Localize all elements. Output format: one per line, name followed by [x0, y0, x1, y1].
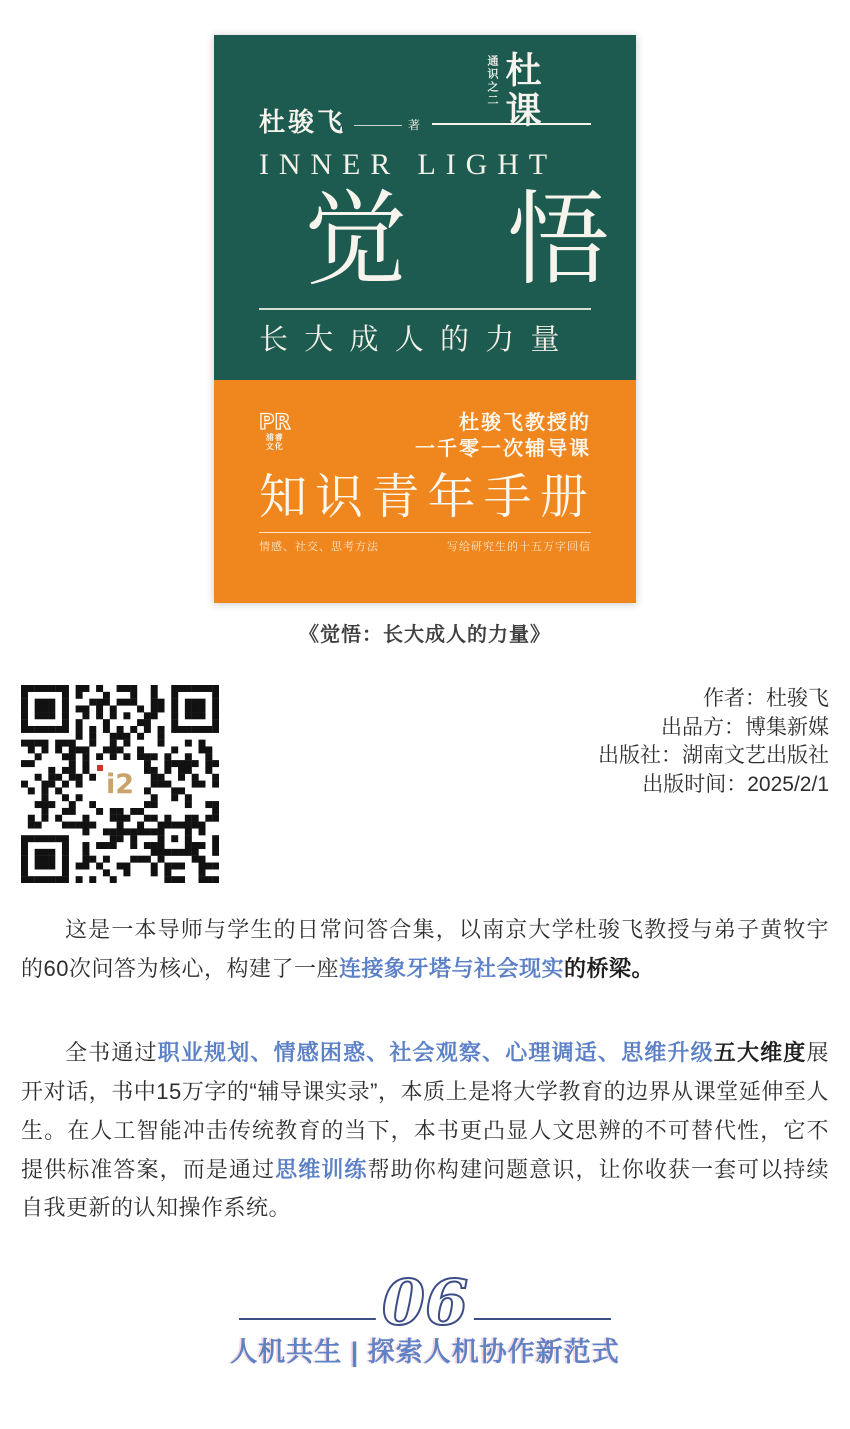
cover-orange-divider — [259, 532, 591, 533]
pub-info-author: 作者：杜骏飞 — [703, 687, 829, 710]
duke-series-logo — [484, 51, 623, 131]
text-run: 展开对话，书中15万字的“辅导课实录”，本质上是将大学教育的边界从课堂延伸至人生。在人工智能冲击传统教育的当下，本书更凸显人文思辨的不可替代性，它不提供标准答案，而是通过 — [21, 1040, 829, 1182]
cover-handbook-title: 知识青年手册 — [259, 471, 596, 524]
text-run-bold: 的桥梁。 — [564, 955, 655, 981]
cover-tagline-1: 杜骏飞教授的 — [459, 412, 591, 434]
cover-title-chinese — [259, 186, 609, 298]
cover-footnote-right: 写给研究生的十五万字回信 — [447, 541, 591, 554]
qr-logo-red-dot — [97, 765, 103, 771]
publisher-logo — [259, 412, 291, 451]
cover-brand-row — [259, 410, 591, 460]
text-run: 这是一本导师与学生的日常问答合集，以南京大学杜骏飞教授与弟子黄牧宇的60次问答为核心，构建了一座 — [21, 917, 829, 981]
book-cover — [214, 35, 636, 603]
book-cover-bottom — [214, 380, 636, 603]
cover-tagline-2: 一千零一次辅导课 — [415, 438, 591, 460]
footer-slogan: 人机共生 | 探索人机协作新范式 — [230, 1336, 620, 1367]
book-cover-top — [214, 35, 636, 380]
cover-title-english: INNER LIGHT — [259, 148, 558, 181]
publisher-logo-sub2: 文化 — [265, 442, 284, 452]
footer-number-block — [239, 1264, 611, 1339]
book-caption: 《觉悟：长大成人的力量》 — [299, 624, 551, 646]
qr-center-logo — [96, 760, 144, 808]
publication-info — [598, 685, 829, 799]
footer — [0, 1264, 850, 1369]
paragraph-2 — [21, 1034, 829, 1228]
info-row — [21, 685, 829, 883]
cover-taglines — [415, 410, 591, 462]
qr-logo-text: i2 — [105, 768, 135, 800]
publisher-logo-sub1: 浦睿 — [265, 433, 284, 442]
series-title: 杜课 — [501, 51, 541, 131]
text-run: 全书通过 — [65, 1040, 158, 1066]
cover-title-char-2: 悟 — [507, 185, 609, 298]
cover-footnote-left: 情感、社交、思考方法 — [259, 541, 379, 554]
highlighted-keyword: 连接象牙塔与社会现实 — [338, 955, 564, 981]
cover-footnotes — [259, 538, 591, 554]
pub-info-publisher: 出版社：湖南文艺出版社 — [598, 744, 829, 767]
author-divider-short — [354, 125, 402, 126]
cover-divider-line — [259, 308, 591, 310]
series-subtitle: 通识之二 — [486, 55, 498, 107]
cover-subtitle: 长大成人的力量 — [259, 324, 576, 356]
pub-info-date: 出版时间：2025/2/1 — [642, 772, 829, 796]
text-run: 帮助你构建问题意识，让你收获一套可以持续自我更新的认知操作系统。 — [21, 1156, 829, 1221]
cover-title-char-1: 觉 — [305, 185, 407, 298]
pub-info-producer: 出品方：博集新媒 — [661, 715, 829, 739]
page — [0, 35, 850, 1429]
footer-section-number: 06 — [376, 1272, 474, 1334]
qr-code[interactable] — [21, 685, 219, 883]
highlighted-keywords: 职业规划、情感困惑、社会观察、心理调适、思维升级 — [157, 1040, 714, 1066]
publisher-logo-mark: PR — [259, 410, 291, 434]
author-suffix: 著 — [408, 117, 421, 132]
text-run-bold: 五大维度 — [713, 1040, 807, 1066]
paragraph-1 — [21, 911, 829, 988]
highlighted-keyword: 思维训练 — [275, 1156, 368, 1182]
cover-author: 杜骏飞 — [259, 106, 347, 137]
